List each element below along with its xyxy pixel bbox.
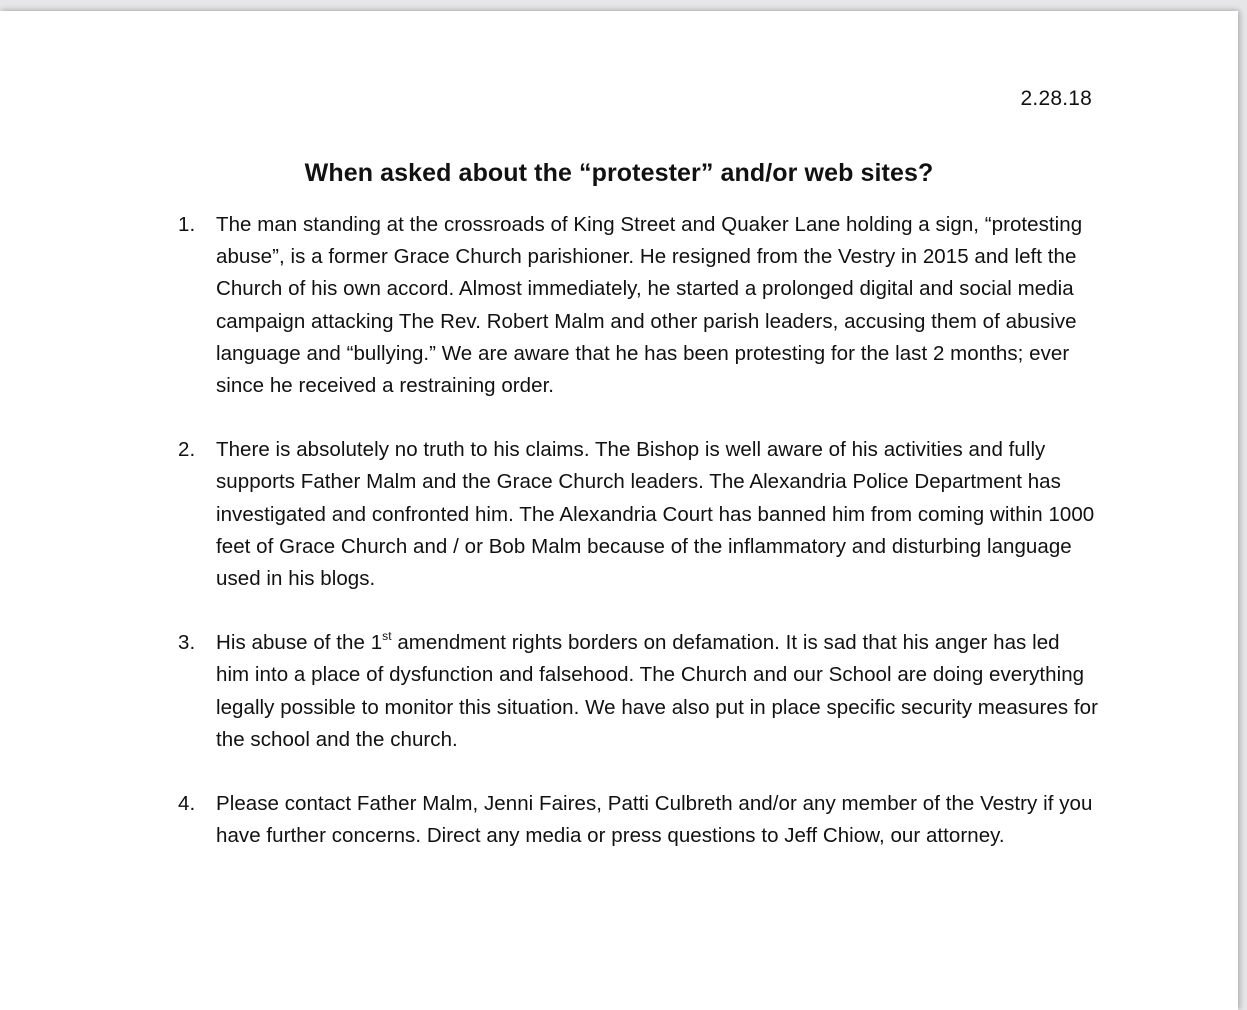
- document-title: When asked about the “protester” and/or web sites?: [304, 159, 934, 187]
- list-item-number: 1.: [178, 213, 196, 236]
- list-item-number: 3.: [178, 631, 196, 655]
- list-item-number: 2.: [178, 438, 196, 462]
- ordinal-superscript: st: [382, 629, 392, 644]
- list-item-text: There is absolutely no truth to his claims. The Bishop is well aware of his activities and fully supports Father Malm and the Grace Church leaders. The Alexandria Police Department has investigated and confronted him. The Alexandria Court has banned him from coming within 1000 feet of Grace Church and / or Bob Malm because of the inflammatory and disturbing language used in his blogs.: [216, 438, 1095, 591]
- list-item-text: Please contact Father Malm, Jenni Faires, Patti Culbreth and/or any member of the Vestry if you have further concerns. Direct any media or press questions to Jeff Chiow, our attorney.: [216, 792, 1093, 848]
- list-item-3: [178, 627, 1098, 756]
- list-item-2: [178, 434, 1098, 595]
- document-page: [0, 11, 1238, 1010]
- list-item-text-after: amendment rights borders on defamation. It is sad that his anger has led him into a place of dysfunction and falsehood. The Church and our School are doing everything legally possible to monitor this situation. We have also put in place specific security measures for the school and the church.: [216, 631, 1098, 751]
- list-item-text: The man standing at the crossroads of King Street and Quaker Lane holding a sign, “protesting abuse”, is a former Grace Church parishioner. He resigned from the Vestry in 2015 and left the Church of his own accord. Almost immediately, he started a prolonged digital and social media campaign attacking The Rev. Robert Malm and other parish leaders, accusing them of abusive language and “bullying.” We are aware that he has been protesting for the last 2 months; ever since he received a restraining order.: [216, 213, 1083, 398]
- list-item-text-before: His abuse of the 1: [216, 631, 383, 655]
- numbered-list: [178, 209, 1098, 884]
- document-date: 2.28.18: [1020, 87, 1092, 110]
- list-item-number: 4.: [178, 792, 196, 816]
- list-item-4: [178, 788, 1098, 852]
- list-item-1: [178, 209, 1098, 402]
